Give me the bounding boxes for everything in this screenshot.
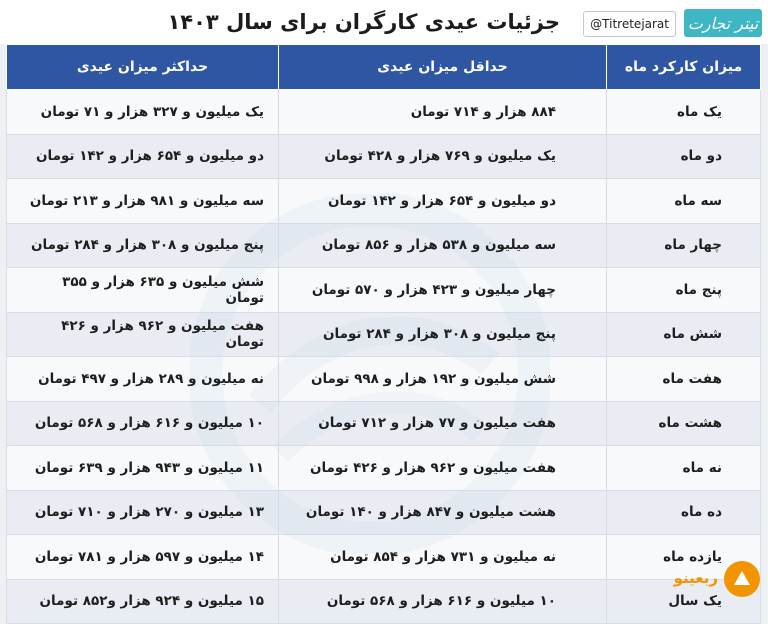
table-row (7, 357, 761, 402)
cell-max: ۱۱ میلیون و ۹۴۳ هزار و ۶۳۹ تومان (7, 446, 279, 491)
cell-min: هفت میلیون و ۷۷ هزار و ۷۱۲ تومان (279, 401, 607, 446)
table-area (0, 44, 768, 610)
cell-min: دو میلیون و ۶۵۴ هزار و ۱۴۲ تومان (279, 179, 607, 224)
cell-months: سه ماه (607, 179, 761, 224)
cell-min: هفت میلیون و ۹۶۲ هزار و ۴۲۶ تومان (279, 446, 607, 491)
table-row (7, 179, 761, 224)
cell-months: نه ماه (607, 446, 761, 491)
cell-max: هفت میلیون و ۹۶۲ هزار و ۴۲۶ تومان (7, 312, 279, 357)
table-row (7, 90, 761, 135)
cell-min: نه میلیون و ۷۳۱ هزار و ۸۵۴ تومان (279, 535, 607, 580)
cell-max: سه میلیون و ۹۸۱ هزار و ۲۱۳ تومان (7, 179, 279, 224)
cell-max: دو میلیون و ۶۵۴ هزار و ۱۴۲ تومان (7, 134, 279, 179)
table-header-row (7, 45, 761, 90)
cell-months: هفت ماه (607, 357, 761, 402)
cell-min: سه میلیون و ۵۳۸ هزار و ۸۵۶ تومان (279, 223, 607, 268)
cell-min: ۸۸۴ هزار و ۷۱۴ تومان (279, 90, 607, 135)
title-bar (0, 0, 768, 44)
social-handle: @Titretejarat (583, 11, 676, 37)
cell-months: یازده ماه (607, 535, 761, 580)
cell-months: یک ماه (607, 90, 761, 135)
table-row (7, 134, 761, 179)
cell-months: هشت ماه (607, 401, 761, 446)
cell-months: ده ماه (607, 490, 761, 535)
brand-logo: تیتر تجارت (684, 9, 762, 37)
cell-min: ۱۰ میلیون و ۶۱۶ هزار و ۵۶۸ تومان (279, 579, 607, 624)
eidi-table (6, 44, 761, 624)
cell-min: چهار میلیون و ۴۲۳ هزار و ۵۷۰ تومان (279, 268, 607, 313)
cell-months: شش ماه (607, 312, 761, 357)
cell-max: پنج میلیون و ۳۰۸ هزار و ۲۸۴ تومان (7, 223, 279, 268)
corner-logo (647, 559, 762, 599)
cell-min: پنج میلیون و ۳۰۸ هزار و ۲۸۴ تومان (279, 312, 607, 357)
cell-min: شش میلیون و ۱۹۲ هزار و ۹۹۸ تومان (279, 357, 607, 402)
cell-min: هشت میلیون و ۸۴۷ هزار و ۱۴۰ تومان (279, 490, 607, 535)
table-row (7, 490, 761, 535)
cell-max: نه میلیون و ۲۸۹ هزار و ۴۹۷ تومان (7, 357, 279, 402)
cell-max: یک میلیون و ۳۲۷ هزار و ۷۱ تومان (7, 90, 279, 135)
cell-max: ۱۴ میلیون و ۵۹۷ هزار و ۷۸۱ تومان (7, 535, 279, 580)
cell-months: پنج ماه (607, 268, 761, 313)
page-title: جزئیات عیدی کارگران برای سال ۱۴۰۳ (167, 10, 560, 34)
table-row (7, 223, 761, 268)
column-header-max: حداکثر میزان عیدی (7, 45, 279, 90)
cell-max: ۱۳ میلیون و ۲۷۰ هزار و ۷۱۰ تومان (7, 490, 279, 535)
cell-max: ۱۵ میلیون و ۹۲۴ هزار و۸۵۲ تومان (7, 579, 279, 624)
table-row (7, 312, 761, 357)
cell-months: یک سال (607, 579, 761, 624)
cell-min: یک میلیون و ۷۶۹ هزار و ۴۲۸ تومان (279, 134, 607, 179)
corner-logo-text: ربعینو (673, 569, 718, 587)
cell-max: ۱۰ میلیون و ۶۱۶ هزار و ۵۶۸ تومان (7, 401, 279, 446)
column-header-months: میزان کارکرد ماه (607, 45, 761, 90)
cell-max: شش میلیون و ۶۳۵ هزار و ۳۵۵ تومان (7, 268, 279, 313)
column-header-min: حداقل میزان عیدی (279, 45, 607, 90)
table-row (7, 401, 761, 446)
cell-months: چهار ماه (607, 223, 761, 268)
table-row (7, 446, 761, 491)
cell-months: دو ماه (607, 134, 761, 179)
corner-brand-icon (722, 559, 762, 599)
table-row (7, 268, 761, 313)
